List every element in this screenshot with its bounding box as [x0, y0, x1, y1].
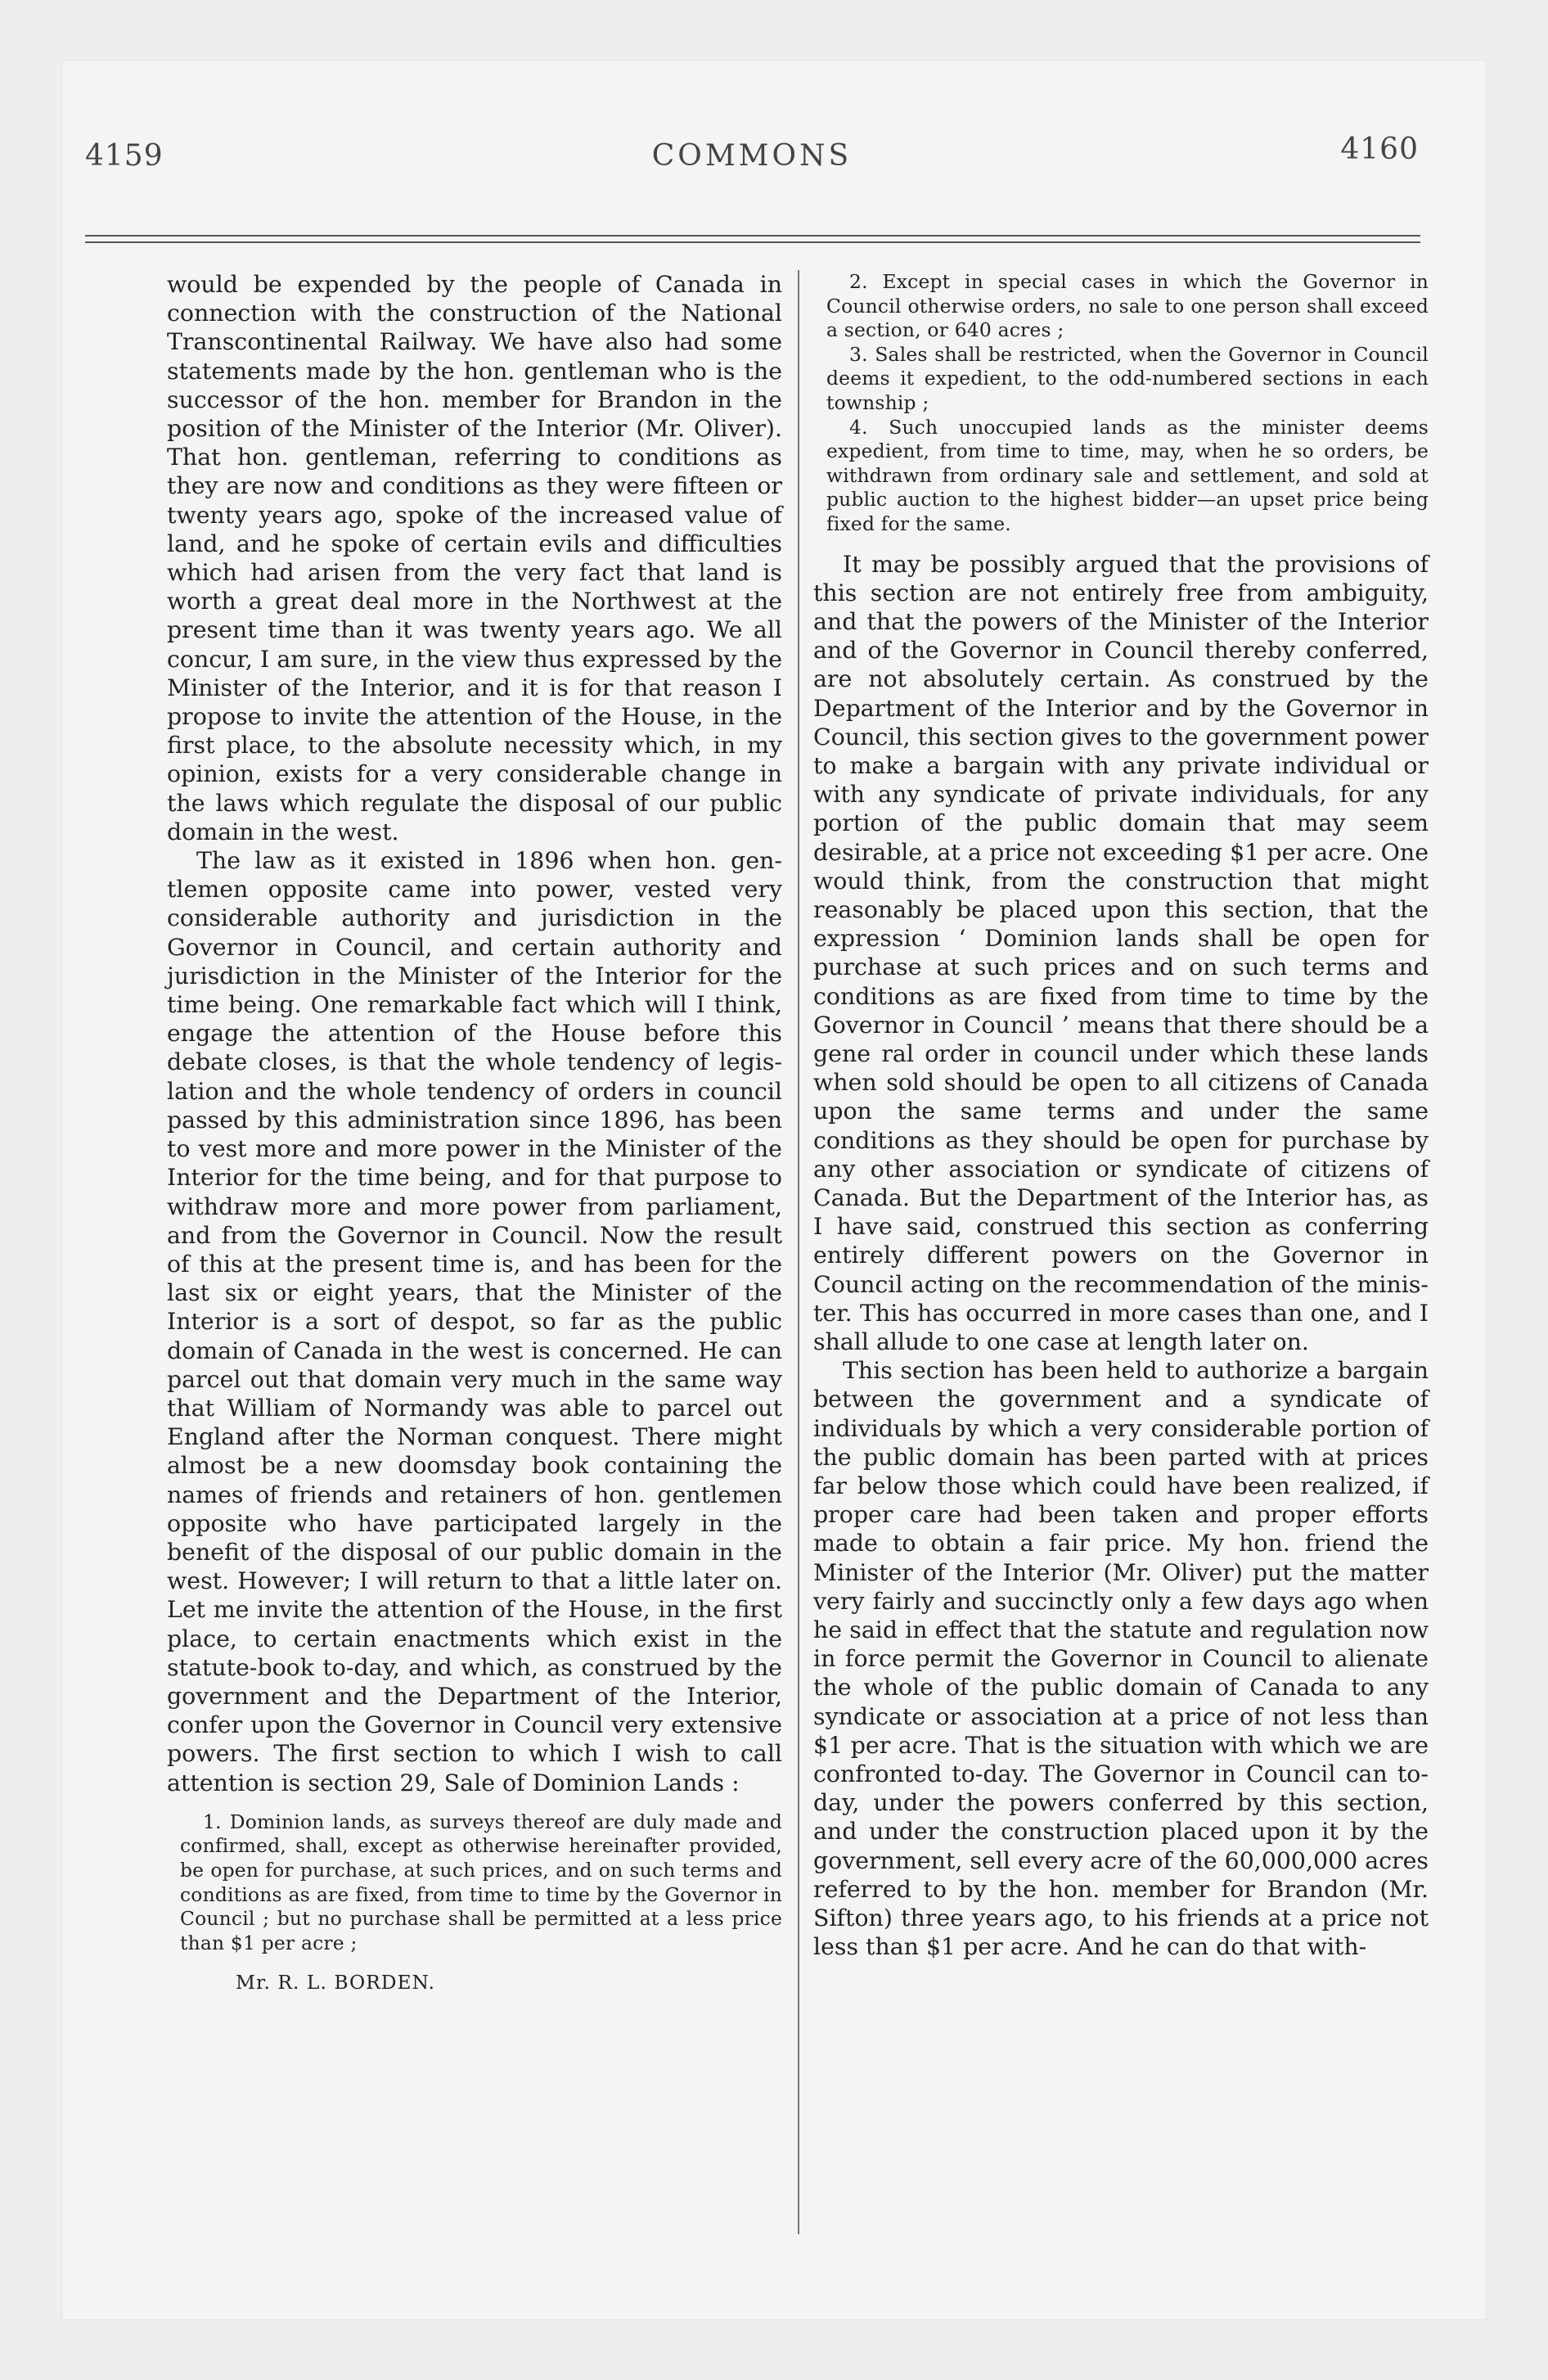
- column-divider: [798, 270, 799, 2234]
- header-rule-bottom: [85, 241, 1420, 243]
- left-paragraph-2: The law as it existed in 1896 when hon. gentlemen opposite came into power, vested very considerable authority and jurisdiction in the Governor in Council, and certain authority and jurisdiction in the Minister of the Interior for the time being. One remarkable fact which will I think, engage the attention of the House before this debate closes, is that the whole tendency of legislation and the whole tendency of orders in council passed by this administration since 1896, has been to vest more and more power in the Minister of the Interior for the time being, and for that purpose to withdraw more and more power from parliament, and from the Governor in Council. Now the result of this at the present time is, and has been for the last six or eight years, that the Minister of the Interior is a sort of despot, so far as the public domain of Canada in the west is concerned. He can parcel out that domain very much in the same way that William of Normandy was able to parcel out England after the Norman conquest. There might almost be a new doomsday book containing the names of friends and retainers of hon. gentlemen opposite who have participated largely in the benefit of the disposal of our public domain in the west. However; I will return to that a little later on. Let me invite the attention of the House, in the first place, to certain enactments which exist in the statute-book to-day, and which, as construed by the government and the Department of the Interior, confer upon the Governor in Council very extensive powers. The first section to which I wish to call attention is section 29, Sale of Dominion Lands :: [167, 847, 782, 1796]
- header-rule-top: [85, 235, 1420, 237]
- statute-quote-4: 4. Such unoccupied lands as the minister deems expedient, from time to time, may, when he so orders, be withdrawn from ordinary sale and settlement, and sold at public auction to the highest bidder—an upset price being fixed for the same.: [826, 415, 1429, 535]
- right-page-number: 4160: [1340, 133, 1419, 166]
- left-page-number: 4159: [85, 139, 164, 173]
- statute-quote-3: 3. Sales shall be restricted, when the Governor in Council deems it expedient, to the odd-numbered sections in each township ;: [826, 342, 1429, 414]
- right-paragraph-2: This section has been held to authorize a bargain between the government and a syndicate of individuals by which a very considerable portion of the public domain has been parted with at prices far below those which could have been realized, if proper care had been taken and proper efforts made to obtain a fair price. My hon. friend the Minister of the Interior (Mr. Oliver) put the matter very fairly and succinctly only a few days ago when he said in effect that the statute and regulation now in force permit the Governor in Council to alienate the whole of the public domain of Canada to any syndicate or association at a price of not less than $1 per acre. That is the situation with which we are confronted to-day. The Governor in Council can today, under the powers conferred by this section, and under the construction placed upon it by the government, sell every acre of the 60,000,000 acres referred to by the hon. member for Brandon (Mr. Sifton) three years ago, to his friends at a price not less than $1 per acre. And he can do that with-: [813, 1357, 1429, 1961]
- running-head: COMMONS: [651, 139, 853, 173]
- right-paragraph-1: It may be possibly argued that the provisions of this section are not entirely free from ambiguity, and that the powers of the Minister of the Interior and of the Governor in Council thereby conferred, are not absolutely certain. As construed by the Department of the Interior and by the Governor in Council, this section gives to the government power to make a bargain with any private individual or with any syndicate of private individuals, for any portion of the public domain that may seem desirable, at a price not exceeding $1 per acre. One would think, from the construction that might reasonably be placed upon this section, that the expression ‘ Dominion lands shall be open for purchase at such prices and on such terms and conditions as are fixed from time to time by the Governor in Council ’ means that there should be a gene ral order in council under which these lands when sold should be open to all citizens of Canada upon the same terms and under the same conditions as they should be open for purchase by any other association or syndicate of citizens of Canada. But the Department of the Interior has, as I have said, construed this section as conferring entirely different powers on the Governor in Council acting on the recommendation of the minister. This has occurred in more cases than one, and I shall allude to one case at length later on.: [813, 550, 1429, 1356]
- left-paragraph-1: would be expended by the people of Canada in connection with the construction of the National Transcontinental Railway. We have also had some statements made by the hon. gentleman who is the successor of the hon. member for Brandon in the position of the Minister of the Interior (Mr. Oliver). That hon. gentleman, referring to conditions as they are now and conditions as they were fifteen or twenty years ago, spoke of the increased value of land, and he spoke of certain evils and difficulties which had arisen from the very fact that land is worth a great deal more in the Northwest at the present time than it was twenty years ago. We all concur, I am sure, in the view thus expressed by the Minister of the Interior, and it is for that reason I propose to invite the attention of the House, in the first place, to the absolute necessity which, in my opinion, exists for a very considerable change in the laws which regulate the disposal of our public domain in the west.: [167, 271, 782, 845]
- right-column: [813, 270, 1429, 1961]
- speaker-signature: Mr. R. L. BORDEN.: [236, 1971, 435, 1995]
- statute-quote-2: 2. Except in special cases in which the Governor in Council otherwise orders, no sale to one person shall exceed a section, or 640 acres ;: [826, 270, 1429, 342]
- left-column: [167, 270, 782, 1995]
- statute-quote-1: 1. Dominion lands, as surveys thereof are duly made and confirmed, shall, except as otherwise hereinafter provided, be open for purchase, at such prices, and on such terms and conditions as are fixed, from time to time by the Governor in Council ; but no purchase shall be permitted at a less price than $1 per acre ;: [180, 1810, 782, 1954]
- page-header: [85, 133, 1419, 188]
